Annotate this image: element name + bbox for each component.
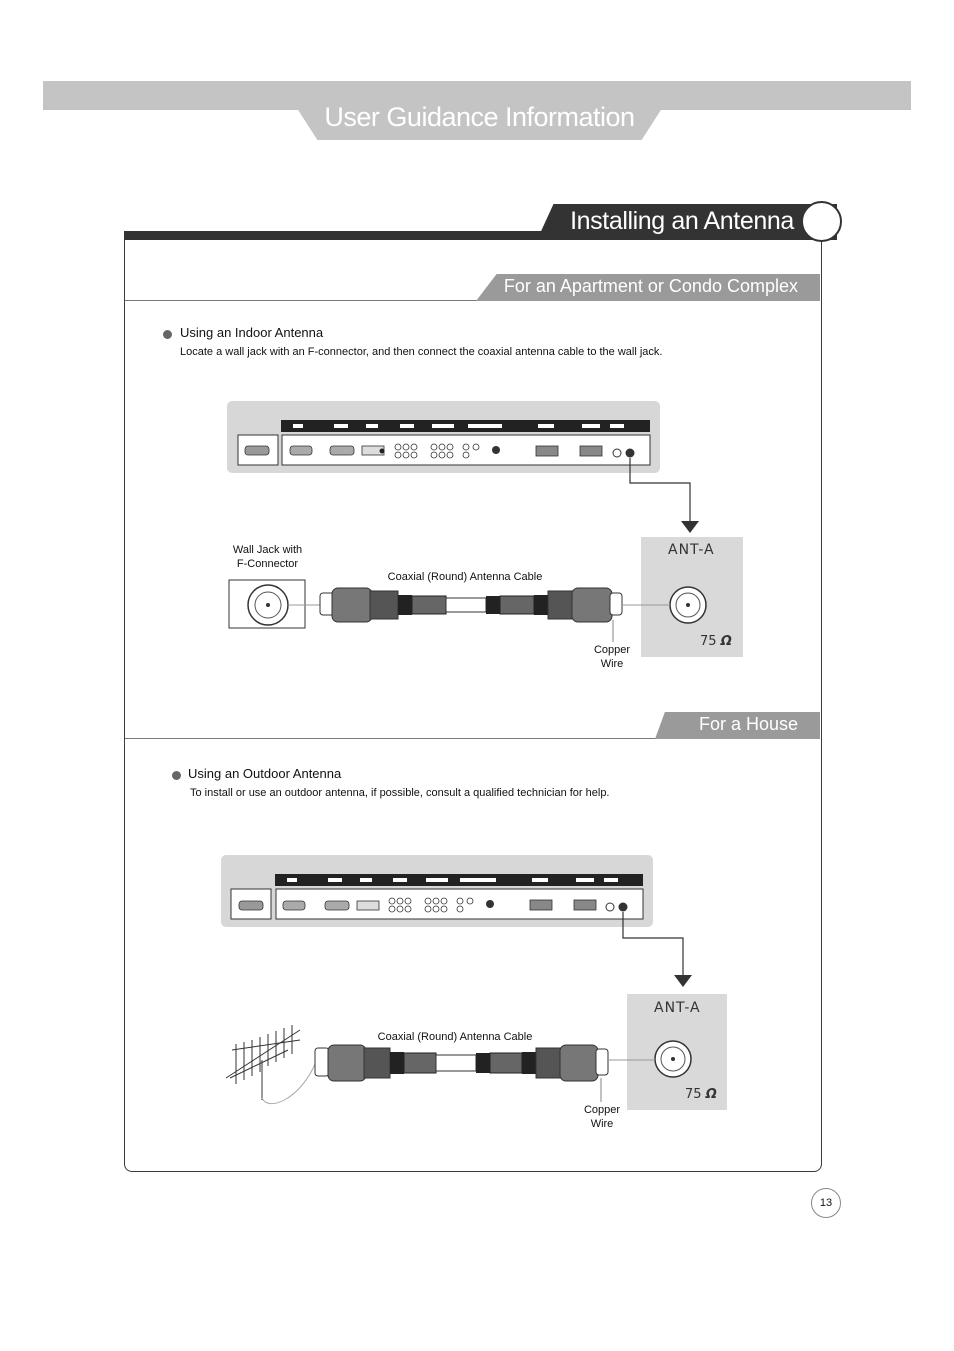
bullet-icon (163, 330, 172, 339)
indoor-description: Locate a wall jack with an F-connector, and then connect the coaxial antenna cable to the wall jack. (180, 346, 663, 358)
outdoor-antenna-diagram (0, 845, 954, 1145)
copper-label-line2: Wire (600, 658, 624, 670)
ant-a-label: ANT-A (654, 1000, 701, 1016)
wall-jack-label (215, 543, 320, 571)
cable-label: Coaxial (Round) Antenna Cable (377, 1031, 533, 1043)
copper-wire-label (582, 643, 642, 671)
copper-label-line1: Copper (593, 644, 631, 656)
copper-wire-label (572, 1103, 632, 1131)
wall-jack-label-line2: F-Connector (236, 558, 299, 570)
indoor-heading: Using an Indoor Antenna (180, 325, 324, 340)
section-circle-decoration (801, 201, 842, 242)
coaxial-cable (288, 588, 670, 642)
cable-label: Coaxial (Round) Antenna Cable (387, 571, 543, 583)
ohm-icon: Ω (720, 634, 732, 649)
page-title: User Guidance Information (324, 102, 635, 132)
copper-label-line1: Copper (583, 1104, 621, 1116)
bullet-icon (172, 771, 181, 780)
outdoor-description: To install or use an outdoor antenna, if possible, consult a qualified technician for help. (190, 787, 610, 799)
page-number: 13 (811, 1188, 841, 1218)
subsection-title-apartment: For an Apartment or Condo Complex (503, 276, 798, 296)
ohm-number: 75 (700, 634, 717, 649)
ohm-value (700, 634, 732, 649)
outdoor-heading: Using an Outdoor Antenna (188, 766, 342, 781)
tv-back-panel (227, 401, 660, 473)
ohm-value (685, 1087, 717, 1102)
outdoor-antenna (226, 1025, 316, 1104)
section-title: Installing an Antenna (570, 207, 794, 235)
subsection-title-house: For a House (698, 714, 798, 734)
ohm-icon: Ω (705, 1087, 717, 1102)
tv-back-panel (221, 855, 653, 927)
ohm-number: 75 (685, 1087, 702, 1102)
indoor-antenna-diagram (0, 390, 954, 690)
wall-jack-label-line1: Wall Jack with (232, 544, 303, 556)
copper-label-line2: Wire (590, 1118, 614, 1130)
coaxial-cable (315, 1045, 655, 1102)
ant-a-label: ANT-A (668, 542, 715, 558)
